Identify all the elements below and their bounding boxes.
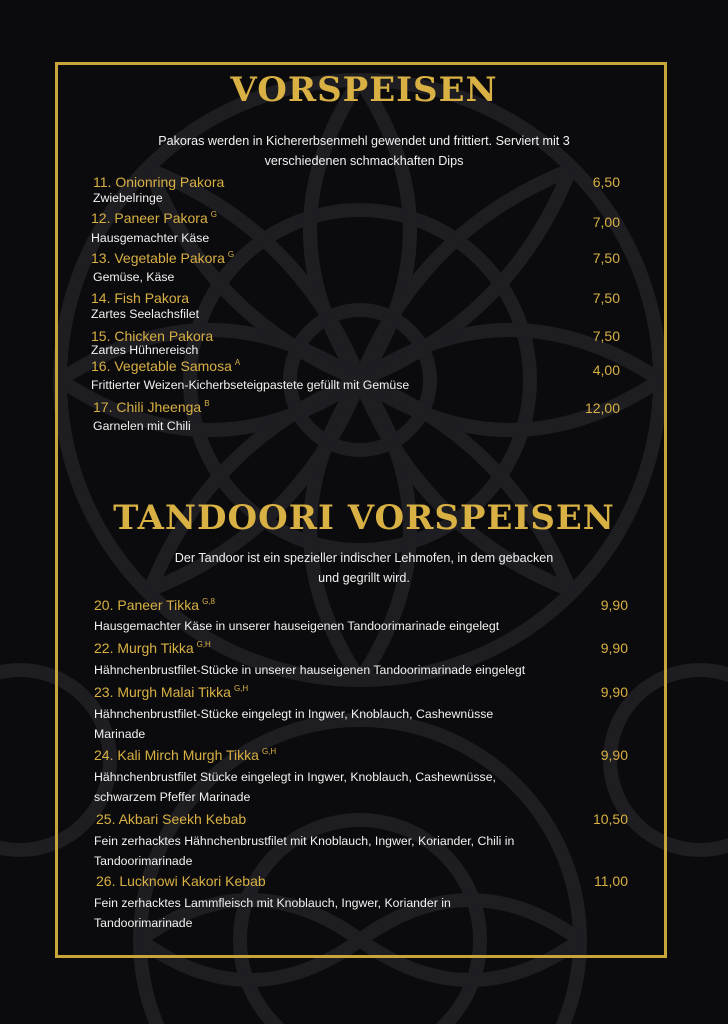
item-name: 26. Lucknowi Kakori Kebab xyxy=(96,873,266,889)
description-line: schwarzem Pfeffer Marinade xyxy=(94,790,251,804)
item-name: 16. Vegetable Samosa $^A$ xyxy=(91,358,241,374)
item-name: 15. Chicken Pakora xyxy=(91,328,214,344)
item-name: 20. Paneer Tikka $^{G,8}$ xyxy=(94,597,215,613)
description-line: Tandoorimarinade xyxy=(94,854,193,868)
description-line: Tandoorimarinade xyxy=(94,916,193,930)
item-name: 14. Fish Pakora xyxy=(91,290,190,306)
description-line: Hähnchenbrustfilet-Stücke eingelegt in Ingwer, Knoblauch, Cashewnüsse xyxy=(94,707,494,721)
intro-line: und gegrillt wird. xyxy=(318,571,410,585)
item-description xyxy=(94,616,594,636)
item-name: 17. Chili Jheenga $^B$ xyxy=(93,399,210,415)
item-price: 9,90 xyxy=(600,597,628,613)
item-price: 7,00 xyxy=(592,214,620,230)
section-intro xyxy=(110,131,618,171)
description-line: Hausgemachter Käse in unserer hauseigenen Tandoorimarinade eingelegt xyxy=(94,619,500,633)
allergen-code: G,H xyxy=(261,747,277,756)
item-description xyxy=(94,660,594,680)
allergen-code: B xyxy=(204,399,210,408)
item-description: Garnelen mit Chili xyxy=(93,419,191,433)
item-price: 7,50 xyxy=(592,328,620,344)
intro-line: Pakoras werden in Kichererbsenmehl gewendet und frittiert. Serviert mit 3 xyxy=(158,134,570,148)
allergen-code: G,H xyxy=(196,640,211,649)
item-price: 10,50 xyxy=(592,811,628,827)
item-description xyxy=(94,704,594,744)
item-price: 7,50 xyxy=(592,290,620,306)
allergen-code: G xyxy=(210,210,217,219)
description-line: Hähnchenbrustfilet-Stücke in unserer hauseigenen Tandoorimarinade eingelegt xyxy=(94,663,526,677)
intro-line: Der Tandoor ist ein spezieller indischer Lehmofen, in dem gebacken xyxy=(174,551,554,565)
item-name: 25. Akbari Seekh Kebab xyxy=(96,811,247,827)
intro-line: verschiedenen schmackhaften Dips xyxy=(264,154,464,168)
item-price: 12,00 xyxy=(584,400,620,416)
item-description xyxy=(94,831,594,871)
description-line: Fein zerhacktes Lammfleisch mit Knoblauch, Ingwer, Koriander in xyxy=(94,896,451,910)
description-line: Fein zerhacktes Hähnchenbrustfilet mit Knoblauch, Ingwer, Koriander, Chili in xyxy=(94,834,515,848)
item-name: 22. Murgh Tikka $^{G,H}$ xyxy=(94,640,211,656)
allergen-code: G xyxy=(227,250,235,259)
item-description: Gemüse, Käse xyxy=(93,270,175,284)
item-price: 6,50 xyxy=(592,174,620,190)
description-line: Marinade xyxy=(94,727,146,741)
allergen-code: A xyxy=(234,358,241,367)
item-price: 4,00 xyxy=(592,362,620,378)
item-description xyxy=(94,767,594,807)
item-name: 24. Kali Mirch Murgh Tikka $^{G,H}$ xyxy=(94,747,277,763)
item-description: Zartes Hühnereisch xyxy=(91,343,199,357)
item-name: 23. Murgh Malai Tikka $^{G,H}$ xyxy=(94,684,249,700)
item-price: 9,90 xyxy=(600,640,628,656)
section-intro xyxy=(110,548,618,588)
item-name: 13. Vegetable Pakora $^G$ xyxy=(91,250,235,266)
allergen-code: G,8 xyxy=(202,597,215,606)
item-price: 7,50 xyxy=(592,250,620,266)
item-description: Zartes Seelachsfilet xyxy=(91,307,199,321)
item-name: 11. Onionring Pakora xyxy=(93,174,225,190)
item-description xyxy=(94,893,594,933)
allergen-code: G,H xyxy=(233,684,249,693)
item-description: Frittierter Weizen-Kicherbseteigpastete gefüllt mit Gemüse xyxy=(91,378,410,392)
item-name: 12. Paneer Pakora $^G$ xyxy=(91,210,217,226)
description-line: Hähnchenbrustfilet Stücke eingelegt in Ingwer, Knoblauch, Cashewnüsse, xyxy=(94,770,496,784)
section-title-vorspeisen: VORSPEISEN xyxy=(230,70,498,110)
section-title-tandoori: TANDOORI VORSPEISEN xyxy=(113,498,615,538)
item-price: 11,00 xyxy=(594,873,628,889)
item-description: Zwiebelringe xyxy=(93,191,163,205)
item-description: Hausgemachter Käse xyxy=(91,231,210,245)
item-price: 9,90 xyxy=(600,684,628,700)
item-price: 9,90 xyxy=(600,747,628,763)
